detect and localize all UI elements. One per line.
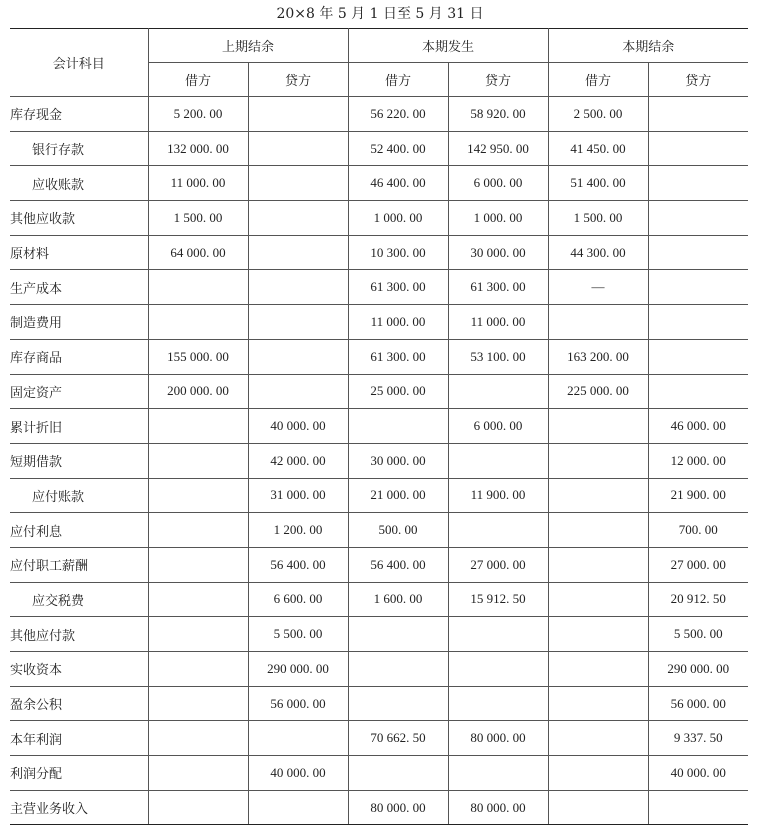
credit-amount-cell [648, 374, 748, 409]
credit-amount-cell: 20 912. 50 [648, 582, 748, 617]
group-header-period-activity: 本期发生 [348, 29, 548, 63]
account-name: 库存现金 [10, 97, 148, 132]
credit-amount-cell [648, 339, 748, 374]
credit-amount-cell [248, 374, 348, 409]
debit-amount-cell [148, 582, 248, 617]
credit-amount-cell [648, 305, 748, 340]
account-name: 应付职工薪酬 [10, 547, 148, 582]
debit-amount-cell [148, 513, 248, 548]
debit-amount-cell: 132 000. 00 [148, 131, 248, 166]
debit-amount-cell [348, 686, 448, 721]
credit-amount-cell: 142 950. 00 [448, 131, 548, 166]
credit-amount-cell: 21 900. 00 [648, 478, 748, 513]
table-row [10, 339, 748, 374]
debit-amount-cell: 225 000. 00 [548, 374, 648, 409]
debit-amount-cell: 10 300. 00 [348, 235, 448, 270]
debit-amount-cell [548, 721, 648, 756]
debit-amount-cell: 61 300. 00 [348, 270, 448, 305]
table-row [10, 131, 748, 166]
credit-amount-cell: 42 000. 00 [248, 443, 348, 478]
account-name: 实收资本 [10, 652, 148, 687]
credit-amount-cell: 9 337. 50 [648, 721, 748, 756]
debit-amount-cell [148, 617, 248, 652]
debit-amount-cell [548, 513, 648, 548]
debit-amount-cell: 30 000. 00 [348, 443, 448, 478]
subheader-credit: 贷方 [648, 63, 748, 97]
debit-amount-cell [348, 652, 448, 687]
account-name: 累计折旧 [10, 409, 148, 444]
debit-amount-cell: 2 500. 00 [548, 97, 648, 132]
debit-amount-cell: 25 000. 00 [348, 374, 448, 409]
credit-amount-cell: 15 912. 50 [448, 582, 548, 617]
credit-amount-cell [248, 790, 348, 825]
debit-amount-cell [148, 443, 248, 478]
subheader-debit: 借方 [148, 63, 248, 97]
table-row [10, 97, 748, 132]
debit-amount-cell: 56 400. 00 [348, 547, 448, 582]
table-row [10, 547, 748, 582]
credit-amount-cell [648, 97, 748, 132]
credit-amount-cell [648, 166, 748, 201]
account-name: 盈余公积 [10, 686, 148, 721]
credit-amount-cell: 40 000. 00 [248, 409, 348, 444]
debit-amount-cell [148, 790, 248, 825]
credit-amount-cell [248, 235, 348, 270]
debit-amount-cell [548, 652, 648, 687]
account-name: 利润分配 [10, 756, 148, 791]
credit-amount-cell [448, 756, 548, 791]
table-row [10, 201, 748, 236]
credit-amount-cell [448, 374, 548, 409]
account-name: 短期借款 [10, 443, 148, 478]
table-row [10, 443, 748, 478]
subheader-debit: 借方 [348, 63, 448, 97]
credit-amount-cell: 61 300. 00 [448, 270, 548, 305]
debit-amount-cell: 5 200. 00 [148, 97, 248, 132]
debit-amount-cell [148, 270, 248, 305]
credit-amount-cell [448, 443, 548, 478]
subheader-credit: 贷方 [248, 63, 348, 97]
account-name: 其他应付款 [10, 617, 148, 652]
credit-amount-cell [248, 721, 348, 756]
debit-amount-cell: 56 220. 00 [348, 97, 448, 132]
debit-amount-cell: 61 300. 00 [348, 339, 448, 374]
credit-amount-cell [248, 305, 348, 340]
account-column-header: 会计科目 [10, 29, 148, 97]
account-name: 本年利润 [10, 721, 148, 756]
account-name: 其他应收款 [10, 201, 148, 236]
credit-amount-cell: 40 000. 00 [648, 756, 748, 791]
debit-amount-cell: 163 200. 00 [548, 339, 648, 374]
credit-amount-cell: 290 000. 00 [648, 652, 748, 687]
credit-amount-cell [248, 201, 348, 236]
debit-amount-cell: 11 000. 00 [148, 166, 248, 201]
credit-amount-cell: 80 000. 00 [448, 721, 548, 756]
debit-amount-cell [548, 478, 648, 513]
table-row [10, 686, 748, 721]
account-balance-table [10, 28, 748, 825]
credit-amount-cell: 6 000. 00 [448, 166, 548, 201]
table-row [10, 305, 748, 340]
credit-amount-cell: 11 000. 00 [448, 305, 548, 340]
credit-amount-cell: 40 000. 00 [248, 756, 348, 791]
account-name: 主营业务收入 [10, 790, 148, 825]
debit-amount-cell: 70 662. 50 [348, 721, 448, 756]
credit-amount-cell: 6 000. 00 [448, 409, 548, 444]
debit-amount-cell [348, 409, 448, 444]
debit-amount-cell [548, 756, 648, 791]
credit-amount-cell: 290 000. 00 [248, 652, 348, 687]
account-name: 应交税费 [10, 582, 148, 617]
debit-amount-cell [148, 305, 248, 340]
debit-amount-cell: 64 000. 00 [148, 235, 248, 270]
credit-amount-cell [648, 201, 748, 236]
table-row [10, 513, 748, 548]
debit-amount-cell: 80 000. 00 [348, 790, 448, 825]
debit-amount-cell [548, 790, 648, 825]
debit-amount-cell: 21 000. 00 [348, 478, 448, 513]
debit-amount-cell: 11 000. 00 [348, 305, 448, 340]
debit-amount-cell [548, 409, 648, 444]
account-name: 制造费用 [10, 305, 148, 340]
debit-amount-cell: 51 400. 00 [548, 166, 648, 201]
credit-amount-cell: 11 900. 00 [448, 478, 548, 513]
debit-amount-cell: 200 000. 00 [148, 374, 248, 409]
debit-amount-cell [148, 686, 248, 721]
table-row [10, 582, 748, 617]
debit-amount-cell: 41 450. 00 [548, 131, 648, 166]
debit-amount-cell: 500. 00 [348, 513, 448, 548]
account-name: 银行存款 [10, 131, 148, 166]
credit-amount-cell: 27 000. 00 [648, 547, 748, 582]
credit-amount-cell: 12 000. 00 [648, 443, 748, 478]
group-header-closing-balance: 本期结余 [548, 29, 748, 63]
table-row [10, 721, 748, 756]
debit-amount-cell [148, 478, 248, 513]
credit-amount-cell: 30 000. 00 [448, 235, 548, 270]
table-row [10, 617, 748, 652]
debit-amount-cell: 44 300. 00 [548, 235, 648, 270]
table-row [10, 166, 748, 201]
credit-amount-cell: 31 000. 00 [248, 478, 348, 513]
table-row [10, 756, 748, 791]
account-name: 应付利息 [10, 513, 148, 548]
table-row [10, 270, 748, 305]
credit-amount-cell [648, 270, 748, 305]
credit-amount-cell: 53 100. 00 [448, 339, 548, 374]
credit-amount-cell: 80 000. 00 [448, 790, 548, 825]
account-name: 生产成本 [10, 270, 148, 305]
debit-amount-cell: 1 500. 00 [148, 201, 248, 236]
credit-amount-cell [248, 166, 348, 201]
debit-amount-cell [548, 617, 648, 652]
credit-amount-cell [648, 790, 748, 825]
table-row [10, 790, 748, 825]
credit-amount-cell: 56 000. 00 [248, 686, 348, 721]
table-row [10, 652, 748, 687]
debit-amount-cell [548, 305, 648, 340]
credit-amount-cell [248, 97, 348, 132]
credit-amount-cell [248, 270, 348, 305]
subheader-debit: 借方 [548, 63, 648, 97]
debit-amount-cell: 46 400. 00 [348, 166, 448, 201]
account-name: 原材料 [10, 235, 148, 270]
debit-amount-cell [548, 443, 648, 478]
credit-amount-cell [248, 131, 348, 166]
credit-amount-cell: 56 400. 00 [248, 547, 348, 582]
credit-amount-cell: 1 200. 00 [248, 513, 348, 548]
table-row [10, 374, 748, 409]
credit-amount-cell [448, 652, 548, 687]
debit-amount-cell [548, 686, 648, 721]
debit-amount-cell [148, 409, 248, 444]
debit-amount-cell [548, 547, 648, 582]
credit-amount-cell [648, 235, 748, 270]
credit-amount-cell [448, 686, 548, 721]
credit-amount-cell [648, 131, 748, 166]
table-row [10, 478, 748, 513]
credit-amount-cell: 27 000. 00 [448, 547, 548, 582]
report-title: 20×8 年 5 月 1 日至 5 月 31 日 [276, 6, 484, 22]
credit-amount-cell: 46 000. 00 [648, 409, 748, 444]
debit-amount-cell: 1 500. 00 [548, 201, 648, 236]
group-header-opening-balance: 上期结余 [148, 29, 348, 63]
credit-amount-cell [448, 617, 548, 652]
debit-amount-cell: 1 000. 00 [348, 201, 448, 236]
debit-amount-cell [148, 547, 248, 582]
debit-amount-cell [548, 582, 648, 617]
table-row [10, 409, 748, 444]
account-name: 应付账款 [10, 478, 148, 513]
debit-amount-cell: 52 400. 00 [348, 131, 448, 166]
credit-amount-cell: 1 000. 00 [448, 201, 548, 236]
debit-amount-cell: 1 600. 00 [348, 582, 448, 617]
subheader-credit: 贷方 [448, 63, 548, 97]
debit-amount-cell [148, 756, 248, 791]
debit-amount-cell [148, 721, 248, 756]
debit-amount-cell [348, 617, 448, 652]
account-name: 应收账款 [10, 166, 148, 201]
credit-amount-cell: 700. 00 [648, 513, 748, 548]
debit-amount-cell [148, 652, 248, 687]
credit-amount-cell: 5 500. 00 [648, 617, 748, 652]
debit-amount-cell: 155 000. 00 [148, 339, 248, 374]
credit-amount-cell: 58 920. 00 [448, 97, 548, 132]
account-name: 库存商品 [10, 339, 148, 374]
credit-amount-cell [448, 513, 548, 548]
credit-amount-cell: 56 000. 00 [648, 686, 748, 721]
credit-amount-cell: 6 600. 00 [248, 582, 348, 617]
credit-amount-cell [248, 339, 348, 374]
debit-amount-cell [348, 756, 448, 791]
credit-amount-cell: 5 500. 00 [248, 617, 348, 652]
account-name: 固定资产 [10, 374, 148, 409]
debit-amount-cell: — [548, 270, 648, 305]
table-row [10, 235, 748, 270]
